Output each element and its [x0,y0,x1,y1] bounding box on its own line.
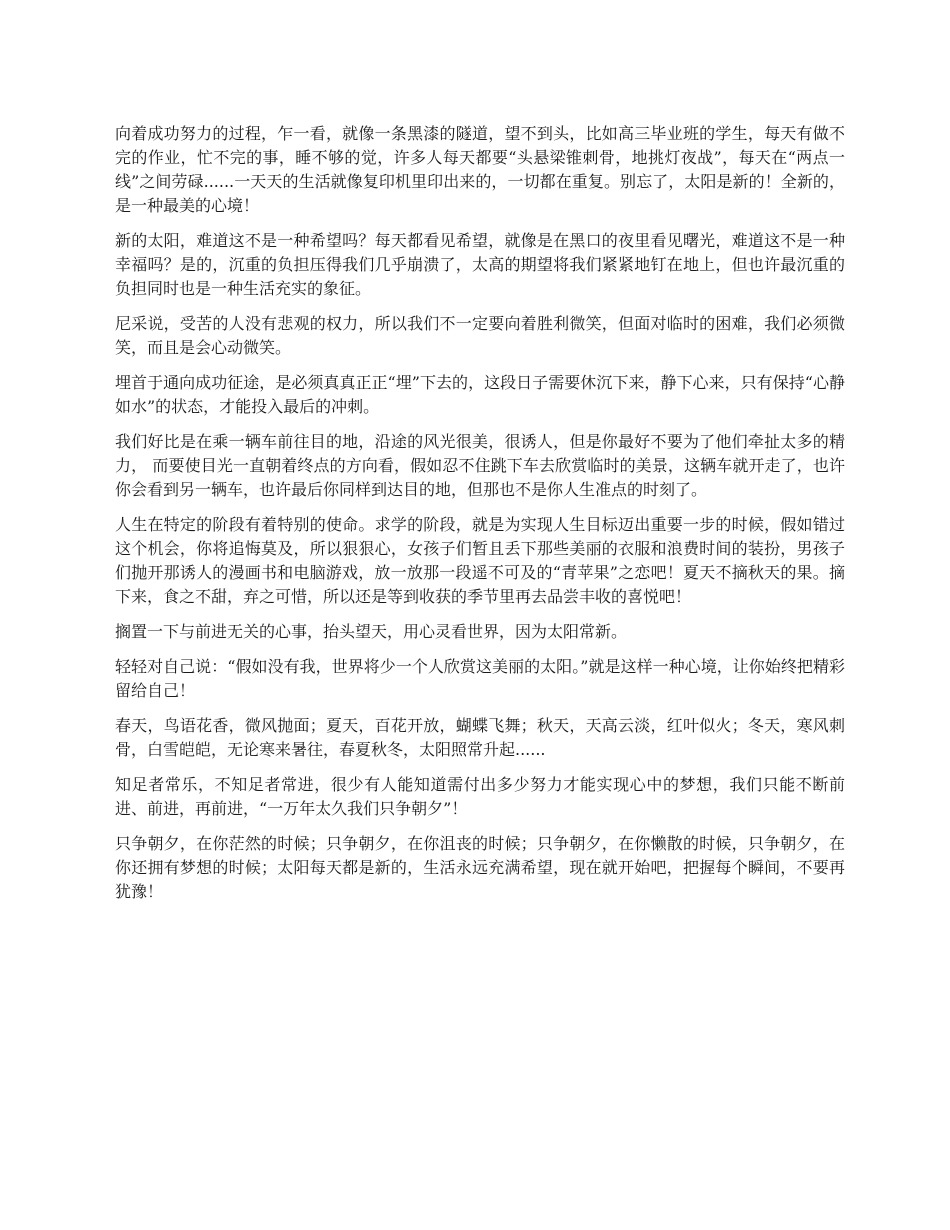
paragraph-1: 向着成功努力的过程，乍一看，就像一条黑漆的隧道，望不到头，比如高三毕业班的学生，每天有做不完的作业，忙不完的事，睡不够的觉，许多人每天都要“头悬梁锥刺骨，地挑灯夜战”，每天在“两点一线”之间劳碌......一天天的生活就像复印机里印出来的，一切都在重复。别忘了，太阳是新的！全新的，是一种最美的心境！ [115,124,845,215]
paragraph-6: 人生在特定的阶段有着特别的使命。求学的阶段，就是为实现人生目标迈出重要一步的时候，假如错过这个机会，你将追悔莫及，所以狠狠心，女孩子们暂且丢下那些美丽的衣服和浪费时间的装扮，男孩子们抛开那诱人的漫画书和电脑游戏，放一放那一段遥不可及的“青苹果”之恋吧！夏天不摘秋天的果。摘下来，食之不甜，弃之可惜，所以还是等到收获的季节里再去品尝丰收的喜悦吧！ [115,515,845,606]
paragraph-10: 知足者常乐，不知足者常进，很少有人能知道需付出多少努力才能实现心中的梦想，我们只能不断前进、前进，再前进，“一万年太久我们只争朝夕”！ [115,775,845,818]
paragraph-7: 搁置一下与前进无关的心事，抬头望天，用心灵看世界，因为太阳常新。 [115,622,628,641]
paragraph-8: 轻轻对自己说：“假如没有我，世界将少一个人欣赏这美丽的太阳。”就是这样一种心境，让你始终把精彩留给自己！ [115,657,845,700]
document-body [115,122,845,915]
paragraph-3: 尼采说，受苦的人没有悲观的权力，所以我们不一定要向着胜利微笑，但面对临时的困难，我们必须微笑，而且是会心动微笑。 [115,314,845,357]
paragraph-9: 春天，鸟语花香，微风抛面；夏天，百花开放，蝴蝶飞舞；秋天，天高云淡，红叶似火；冬天，寒风刺骨，白雪皑皑，无论寒来暑往，春夏秋冬，太阳照常升起...... [115,716,845,759]
paragraph-4: 埋首于通向成功征途，是必须真真正正“埋”下去的，这段日子需要休沉下来，静下心来，只有保持“心静如水”的状态，才能投入最后的冲刺。 [115,373,845,416]
paragraph-2: 新的太阳，难道这不是一种希望吗？每天都看见希望，就像是在黑口的夜里看见曙光，难道这不是一种幸福吗？是的，沉重的负担压得我们几乎崩溃了，太高的期望将我们紧紧地钉在地上，但也许最沉重的负担同时也是一种生活充实的象征。 [115,231,845,298]
paragraph-5: 我们好比是在乘一辆车前往目的地，沿途的风光很美，很诱人，但是你最好不要为了他们牵扯太多的精力， 而要使目光一直朝着终点的方向看，假如忍不住跳下车去欣赏临时的美景，这辆车就开走了，也许你会看到另一辆车，也许最后你同样到达目的地，但那也不是你人生准点的时刻了。 [115,432,845,499]
paragraph-11: 只争朝夕，在你茫然的时候；只争朝夕，在你沮丧的时候；只争朝夕，在你懒散的时候，只争朝夕，在你还拥有梦想的时候；太阳每天都是新的，生活永远充满希望，现在就开始吧，把握每个瞬间，不要再犹豫！ [115,834,845,901]
